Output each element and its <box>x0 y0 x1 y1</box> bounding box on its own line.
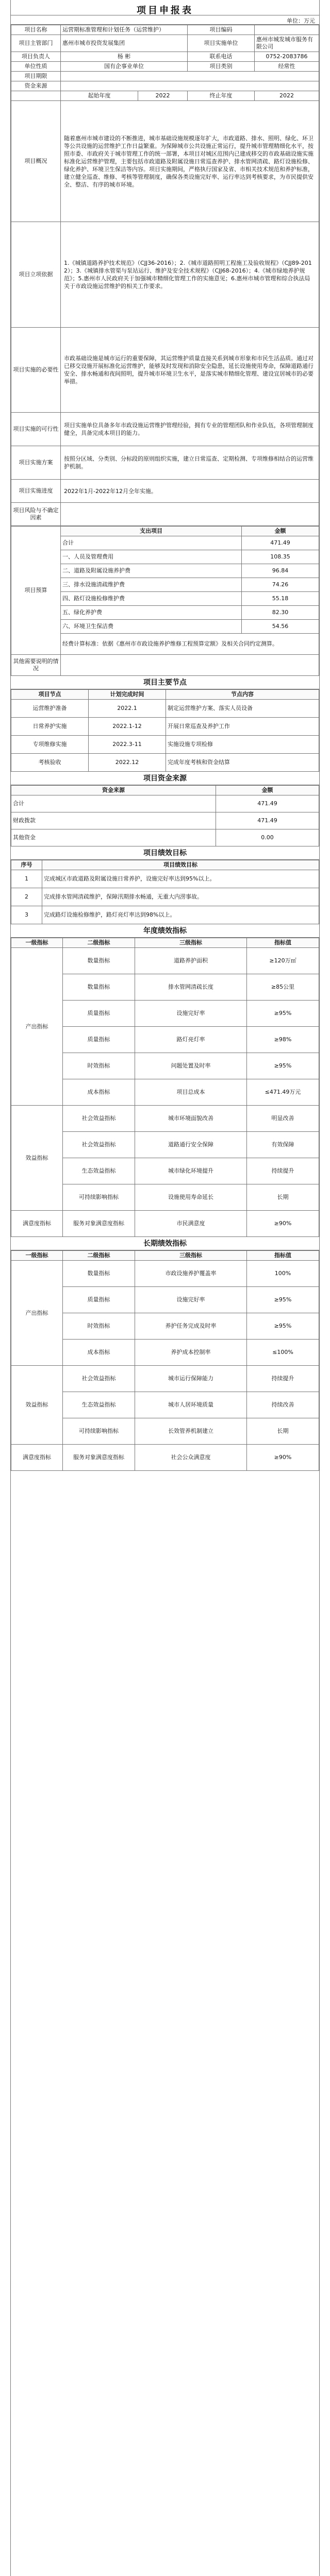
level2-indicator: 数量指标 <box>63 948 135 974</box>
indicator-value: 100% <box>247 1261 319 1287</box>
value: 项目实施单位具备多年市政设施运营维护管理经验，拥有专业的管理团队和作业队伍，各项管理制度健全，具备完成本项目的能力。 <box>61 413 319 446</box>
level3-indicator: 市民满意度 <box>135 1211 247 1237</box>
budget-item: 五、绿化养护费 <box>61 606 242 620</box>
section-title: 项目绩效目标 <box>11 846 319 860</box>
annual-indicator-table <box>11 938 319 1237</box>
cell: 2 <box>11 888 42 906</box>
indicator-value: 长期 <box>247 1418 319 1445</box>
value: 杨 彬 <box>61 52 188 62</box>
section-title: 年度绩效指标 <box>11 924 319 938</box>
level3-indicator: 项目总成本 <box>135 1079 247 1106</box>
document-title: 项目申报表 <box>11 0 319 15</box>
unit-label: 单位：万元 <box>11 15 319 25</box>
cell: 完成排水管网清疏维护，保障汛期排水畅通，无重大内涝事故。 <box>42 888 319 906</box>
budget-amount: 96.84 <box>242 564 319 578</box>
column-header: 二级指标 <box>63 938 135 948</box>
indicator-value: 长期 <box>247 1184 319 1211</box>
level2-indicator: 数量指标 <box>63 974 135 1001</box>
column-header: 一级指标 <box>11 938 63 948</box>
label: 项目实施单位 <box>188 35 255 52</box>
indicator-value: ≥120万㎡ <box>247 948 319 974</box>
indicator-row <box>11 1106 319 1132</box>
cell: 完成城区市政道路及附属设施日常养护，设施完好率达到95%以上。 <box>42 870 319 888</box>
level2-indicator: 质量指标 <box>63 1287 135 1313</box>
cell: 实施设施专项检修 <box>166 736 319 754</box>
column-header: 支出项目 <box>61 527 242 536</box>
level2-indicator: 质量指标 <box>63 1027 135 1053</box>
value <box>61 503 319 526</box>
label: 项目预算 <box>11 527 61 655</box>
section-title: 长期绩效指标 <box>11 1237 319 1250</box>
level3-indicator: 市政设施养护覆盖率 <box>135 1261 247 1287</box>
column-header: 二级指标 <box>63 1251 135 1261</box>
section-title: 项目资金来源 <box>11 772 319 785</box>
level2-indicator: 服务对象满意度指标 <box>63 1211 135 1237</box>
longterm-indicator-table <box>11 1250 319 1471</box>
fund-source-table <box>11 785 319 846</box>
label: 联系电话 <box>188 52 255 62</box>
value <box>61 72 319 81</box>
label: 起始年度 <box>61 91 138 101</box>
level3-indicator: 城市绿化环境提升 <box>135 1158 247 1184</box>
value <box>61 655 319 676</box>
label: 其他需要说明的情况 <box>11 655 61 676</box>
cell: 471.49 <box>216 795 319 812</box>
column-header: 三级指标 <box>135 938 247 948</box>
label: 项目风险与不确定因素 <box>11 503 61 526</box>
level3-indicator: 问题处置及时率 <box>135 1053 247 1079</box>
label: 项目类别 <box>188 62 255 72</box>
indicator-value: 明显改善 <box>247 1106 319 1132</box>
budget-table <box>11 526 319 676</box>
value: 经常性 <box>255 62 319 72</box>
cell: 471.49 <box>216 812 319 829</box>
budget-item: 合计 <box>61 536 242 550</box>
schedule-table <box>11 689 319 772</box>
level2-indicator: 时效指标 <box>63 1313 135 1340</box>
column-header: 计划完成时间 <box>89 690 166 700</box>
column-header: 项目绩效目标 <box>42 860 319 870</box>
level3-indicator: 设施完好率 <box>135 1287 247 1313</box>
indicator-value: 持续改善 <box>247 1392 319 1418</box>
budget-amount: 55.18 <box>242 592 319 606</box>
target-table <box>11 860 319 924</box>
level3-indicator: 设施完好率 <box>135 1001 247 1027</box>
column-header: 一级指标 <box>11 1251 63 1261</box>
label: 项目期限 <box>11 72 61 81</box>
cell: 0.00 <box>216 829 319 846</box>
value: 国有企事业单位 <box>61 62 188 72</box>
cell: 开展日常巡查及养护工作 <box>166 718 319 736</box>
level3-indicator: 道路养护面积 <box>135 948 247 974</box>
level1-indicator: 效益指标 <box>11 1366 63 1445</box>
column-header: 序号 <box>11 860 42 870</box>
indicator-row <box>11 1445 319 1471</box>
level2-indicator: 社会效益指标 <box>63 1132 135 1158</box>
level2-indicator: 可持续影响指标 <box>63 1184 135 1211</box>
level2-indicator: 社会效益指标 <box>63 1106 135 1132</box>
level2-indicator: 时效指标 <box>63 1053 135 1079</box>
level3-indicator: 排水管网清疏长度 <box>135 974 247 1001</box>
label: 项目负责人 <box>11 52 61 62</box>
value: 运营期标准管理和计划任务（运营维护） <box>61 25 188 35</box>
document-page <box>10 0 320 2576</box>
level2-indicator: 生态效益指标 <box>63 1392 135 1418</box>
basic-info-table <box>11 25 319 526</box>
label: 资金来源 <box>11 81 61 91</box>
column-header: 指标值 <box>247 938 319 948</box>
value: 2022 <box>255 91 319 101</box>
column-header: 节点内容 <box>166 690 319 700</box>
level3-indicator: 道路通行安全保障 <box>135 1132 247 1158</box>
cell: 完成路灯设施检修维护，路灯亮灯率达到98%以上。 <box>42 906 319 924</box>
cell: 完成年度考核和资金结算 <box>166 754 319 772</box>
cell: 考核验收 <box>11 754 89 772</box>
cell: 1 <box>11 870 42 888</box>
cell: 合计 <box>11 795 216 812</box>
column-header: 指标值 <box>247 1251 319 1261</box>
cell: 财政拨款 <box>11 812 216 829</box>
label: 项目实施的可行性 <box>11 413 61 446</box>
level3-indicator: 路灯亮灯率 <box>135 1027 247 1053</box>
level3-indicator: 养护任务完成及时率 <box>135 1313 247 1340</box>
indicator-value: ≥95% <box>247 1053 319 1079</box>
cell: 日常养护实施 <box>11 718 89 736</box>
value: 1.《城镇道路养护技术规范》（CJJ36-2016）；2.《城市道路照明工程施工及验收规程》（CJJ89-2012）；3.《城镇排水管渠与泵站运行、维护及安全技术规程》（CJJ68-2016）；4.《城市绿地养护规范》；5.惠州市人民政府关于加强城市精细化管理工作的实施意见；6.惠州市城市管理和综合执法局关于市政设施运营维护的相关工作要求。 <box>61 222 319 328</box>
level1-indicator: 产出指标 <box>11 948 63 1106</box>
value: 惠州市城发城市服务有限公司 <box>255 35 319 52</box>
cell: 2022.1-12 <box>89 718 166 736</box>
level3-indicator: 社会公众满意度 <box>135 1445 247 1471</box>
label: 项目编码 <box>188 25 255 35</box>
level1-indicator: 满意度指标 <box>11 1445 63 1471</box>
level2-indicator: 服务对象满意度指标 <box>63 1445 135 1471</box>
budget-note: 经费计算标准：依据《惠州市市政设施养护维修工程预算定额》及相关合同约定测算。 <box>61 634 319 655</box>
cell: 运营维护准备 <box>11 700 89 718</box>
indicator-row <box>11 1211 319 1237</box>
cell: 3 <box>11 906 42 924</box>
level3-indicator: 城市人居环境质量 <box>135 1392 247 1418</box>
indicator-row <box>11 1261 319 1287</box>
indicator-value: ≥85公里 <box>247 974 319 1001</box>
cell: 2022.1 <box>89 700 166 718</box>
indicator-value: ≥90% <box>247 1445 319 1471</box>
level2-indicator: 质量指标 <box>63 1001 135 1027</box>
budget-item: 三、排水设施清疏维护费 <box>61 578 242 592</box>
budget-amount: 471.49 <box>242 536 319 550</box>
label: 项目实施方案 <box>11 446 61 480</box>
budget-amount: 82.30 <box>242 606 319 620</box>
level2-indicator: 成本指标 <box>63 1079 135 1106</box>
level1-indicator: 满意度指标 <box>11 1211 63 1237</box>
indicator-value: 有效保障 <box>247 1132 319 1158</box>
budget-item: 二、道路及附属设施养护费 <box>61 564 242 578</box>
indicator-row <box>11 1366 319 1392</box>
level2-indicator: 社会效益指标 <box>63 1366 135 1392</box>
cell: 专项维修实施 <box>11 736 89 754</box>
level2-indicator: 生态效益指标 <box>63 1158 135 1184</box>
indicator-value: 持续提升 <box>247 1366 319 1392</box>
value: 惠州市城市投资发展集团 <box>61 35 188 52</box>
budget-item: 一、人员及管理费用 <box>61 550 242 564</box>
section-title: 项目主要节点 <box>11 676 319 689</box>
label: 项目实施进度 <box>11 480 61 503</box>
column-header: 三级指标 <box>135 1251 247 1261</box>
level1-indicator: 产出指标 <box>11 1261 63 1366</box>
label: 单位性质 <box>11 62 61 72</box>
level3-indicator: 长效管养机制建立 <box>135 1418 247 1445</box>
label: 项目实施的必要性 <box>11 328 61 413</box>
label: 项目名称 <box>11 25 61 35</box>
value <box>255 25 319 35</box>
cell: 其他资金 <box>11 829 216 846</box>
value: 0752-2083786 <box>255 52 319 62</box>
label <box>11 91 61 101</box>
level3-indicator: 设施使用寿命延长 <box>135 1184 247 1211</box>
indicator-value: ≥95% <box>247 1287 319 1313</box>
label: 项目概况 <box>11 101 61 222</box>
column-header: 资金来源 <box>11 786 216 795</box>
budget-amount: 54.56 <box>242 620 319 634</box>
level3-indicator: 养护成本控制率 <box>135 1340 247 1366</box>
value: 随着惠州市城市建设的不断推进，城市基础设施规模逐年扩大，市政道路、排水、照明、绿化、环卫等公共设施的运营维护工作日益繁重。为保障城市公共设施正常运行，提升城市管理精细化水平，按照市委、市政府关于城市管理工作的统一部署，本项目对城区范围内已建成移交的市政基础设施实施标准化运营维护管理，主要包括市政道路及附属设施日常巡查养护、排水管网清疏、路灯设施检修、绿化养护、环境卫生保洁等内容。项目实施期间，严格执行国家及省、市相关技术规范和养护标准，建立健全巡查、维修、考核等管理制度，确保各类设施完好率、运行率达到考核要求，为市民提供安全、整洁、有序的城市环境。 <box>61 101 319 222</box>
budget-item: 六、环境卫生保洁费 <box>61 620 242 634</box>
indicator-row <box>11 948 319 974</box>
indicator-value: ≥90% <box>247 1211 319 1237</box>
cell: 制定运营维护方案、落实人员设备 <box>166 700 319 718</box>
label: 终止年度 <box>188 91 255 101</box>
value: 按照分区域、分类别、分标段的原则组织实施，建立日常巡查、定期检测、专项维修相结合的运营维护机制。 <box>61 446 319 480</box>
value: 市政基础设施是城市运行的重要保障，其运营维护质量直接关系到城市形象和市民生活品质。通过对已移交设施开展标准化运营维护，能够及时发现和消除安全隐患，延长设施使用寿命，保障道路通行安全、排水畅通和夜间照明，提升城市环境卫生水平，是落实城市精细化管理、建设宜居城市的必要举措。 <box>61 328 319 413</box>
indicator-value: ≥95% <box>247 1001 319 1027</box>
indicator-value: 持续提升 <box>247 1158 319 1184</box>
label: 项目立项依据 <box>11 222 61 328</box>
column-header: 项目节点 <box>11 690 89 700</box>
indicator-value: ≥95% <box>247 1313 319 1340</box>
budget-amount: 74.26 <box>242 578 319 592</box>
value: 2022 <box>138 91 188 101</box>
level1-indicator: 效益指标 <box>11 1106 63 1211</box>
cell: 2022.12 <box>89 754 166 772</box>
budget-item: 四、路灯设施检修维护费 <box>61 592 242 606</box>
level3-indicator: 城市运行保障能力 <box>135 1366 247 1392</box>
indicator-value: ≤471.49万元 <box>247 1079 319 1106</box>
level2-indicator: 可持续影响指标 <box>63 1418 135 1445</box>
column-header: 金额 <box>216 786 319 795</box>
budget-amount: 108.35 <box>242 550 319 564</box>
indicator-value: ≥98% <box>247 1027 319 1053</box>
level2-indicator: 数量指标 <box>63 1261 135 1287</box>
level2-indicator: 成本指标 <box>63 1340 135 1366</box>
level3-indicator: 城市环境面貌改善 <box>135 1106 247 1132</box>
label: 项目主管部门 <box>11 35 61 52</box>
cell: 2022.3-11 <box>89 736 166 754</box>
value: 2022年1月-2022年12月全年实施。 <box>61 480 319 503</box>
value <box>61 81 319 91</box>
indicator-value: ≤100% <box>247 1340 319 1366</box>
column-header: 金额 <box>242 527 319 536</box>
